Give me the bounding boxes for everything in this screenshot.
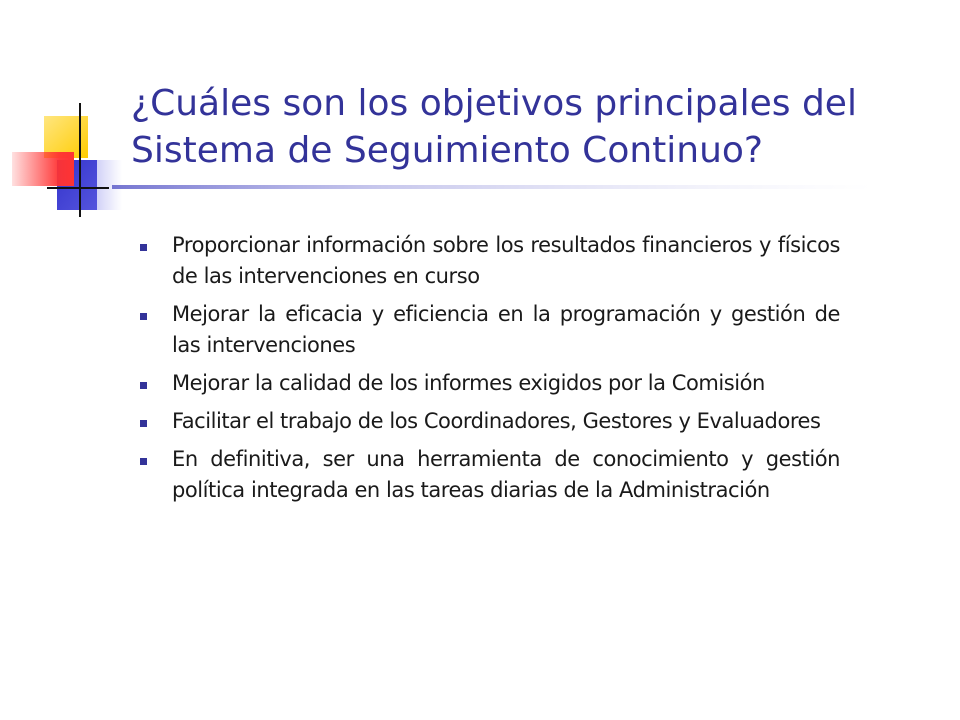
square-bullet-icon bbox=[140, 458, 147, 465]
bullet-item bbox=[138, 444, 840, 506]
bullet-item bbox=[138, 230, 840, 292]
title-underline bbox=[112, 184, 872, 190]
square-bullet-icon bbox=[140, 382, 147, 389]
square-bullet-icon bbox=[140, 420, 147, 427]
bullet-text: Mejorar la eficacia y eficiencia en la programación y gestión de las intervenciones bbox=[172, 302, 840, 357]
decorative-logo-icon bbox=[0, 0, 140, 230]
bullet-text: Mejorar la calidad de los informes exigidos por la Comisión bbox=[172, 371, 765, 395]
bullet-item bbox=[138, 368, 840, 399]
bullet-list bbox=[138, 230, 840, 513]
slide-title: ¿Cuáles son los objetivos principales del Sistema de Seguimiento Continuo? bbox=[131, 83, 857, 171]
square-bullet-icon bbox=[140, 313, 147, 320]
bullet-text: En definitiva, ser una herramienta de conocimiento y gestión política integrada en las tareas diarias de la Administración bbox=[172, 447, 840, 502]
bullet-item bbox=[138, 299, 840, 361]
bullet-item bbox=[138, 406, 840, 437]
square-bullet-icon bbox=[140, 244, 147, 251]
bullet-text: Proporcionar información sobre los resultados financieros y físicos de las intervenciones en curso bbox=[172, 233, 840, 288]
bullet-text: Facilitar el trabajo de los Coordinadores, Gestores y Evaluadores bbox=[172, 409, 821, 433]
